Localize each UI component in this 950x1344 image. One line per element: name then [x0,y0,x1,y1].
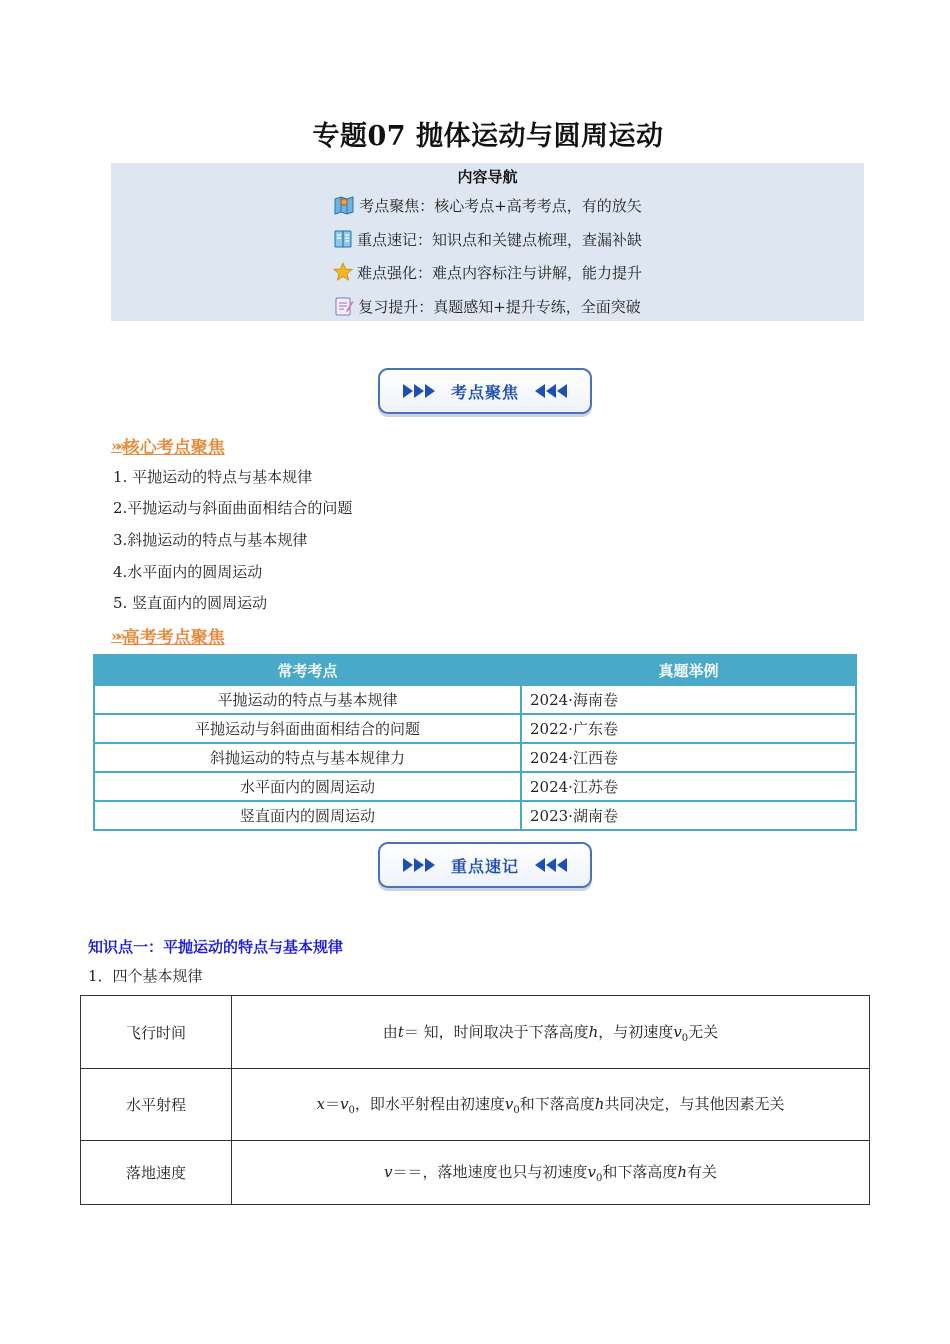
content-nav-heading: 内容导航 [457,168,518,186]
nav-item-difficulty [111,262,864,286]
table-row [81,1069,870,1141]
table-row [94,743,856,772]
knowledge-point-title: 知识点一：平抛运动的特点与基本规律 [88,938,344,956]
knowledge-point-subtitle: 1．四个基本规律 [88,967,203,985]
basic-rules-table [80,995,870,1205]
rule-name-cell: 飞行时间 [81,996,232,1069]
example-cell: 2024·江苏卷 [521,772,856,801]
notepad-icon [334,295,354,321]
example-cell: 2022·广东卷 [521,714,856,743]
table-row [94,714,856,743]
right-arrows-icon [403,858,435,872]
double-chevron-icon: »» [111,436,122,455]
table-row [81,1141,870,1205]
rule-desc-cell: 由t＝ 知，时间取决于下落高度h，与初速度$v_0$无关 [232,996,870,1069]
core-list-item: 4.水平面内的圆周运动 [113,563,263,581]
core-list-item: 5. 竖直面内的圆周运动 [113,594,268,612]
column-header: 真题举例 [521,655,856,685]
banner-label: 考点聚焦 [450,382,519,402]
table-row [94,772,856,801]
right-arrows-icon [403,384,435,398]
nav-item-focus [111,194,864,220]
double-chevron-icon: »» [111,626,122,645]
exam-points-heading [111,623,225,648]
memo-section-banner [378,842,592,888]
topic-cell: 斜抛运动的特点与基本规律力 [94,743,521,772]
exam-points-table [93,654,857,831]
rule-name-cell: 水平射程 [81,1069,232,1141]
focus-section-banner [378,368,592,414]
star-icon [333,262,353,286]
nav-item-memo [111,229,864,253]
table-header-row [94,655,856,685]
banner-label: 重点速记 [450,856,519,876]
nav-item-text: 考点聚焦：核心考点+高考考点，有的放矢 [359,197,642,215]
column-header: 常考考点 [94,655,521,685]
page-title: 专题07 抛体运动与圆周运动 [312,121,664,152]
core-list-item: 3.斜抛运动的特点与基本规律 [113,531,308,549]
nav-item-text: 难点强化：难点内容标注与讲解，能力提升 [356,264,642,282]
left-arrows-icon [535,858,567,872]
section-heading-text: 高考考点聚焦 [122,628,225,648]
table-row [81,996,870,1069]
table-row [94,685,856,714]
nav-item-review [111,295,864,321]
nav-item-text: 重点速记：知识点和关键点梳理，查漏补缺 [356,231,642,249]
topic-cell: 竖直面内的圆周运动 [94,801,521,830]
map-icon [333,194,355,220]
topic-cell: 水平面内的圆周运动 [94,772,521,801]
rule-desc-cell: $x=v_0$，即水平射程由初速度$v_0$和下落高度h共同决定，与其他因素无关 [232,1069,870,1141]
example-cell: 2024·海南卷 [521,685,856,714]
left-arrows-icon [535,384,567,398]
example-cell: 2023·湖南卷 [521,801,856,830]
nav-item-text: 复习提升：真题感知+提升专练，全面突破 [358,298,641,316]
core-list-item: 1. 平抛运动的特点与基本规律 [113,468,313,486]
topic-cell: 平抛运动与斜面曲面相结合的问题 [94,714,521,743]
book-icon [333,229,353,253]
rule-name-cell: 落地速度 [81,1141,232,1205]
table-row [94,801,856,830]
topic-cell: 平抛运动的特点与基本规律 [94,685,521,714]
example-cell: 2024·江西卷 [521,743,856,772]
rule-desc-cell: v＝＝，落地速度也只与初速度$v_0$和下落高度h有关 [232,1141,870,1205]
section-heading-text: 核心考点聚焦 [122,438,225,458]
core-points-heading [111,433,225,458]
core-list-item: 2.平抛运动与斜面曲面相结合的问题 [113,499,353,517]
